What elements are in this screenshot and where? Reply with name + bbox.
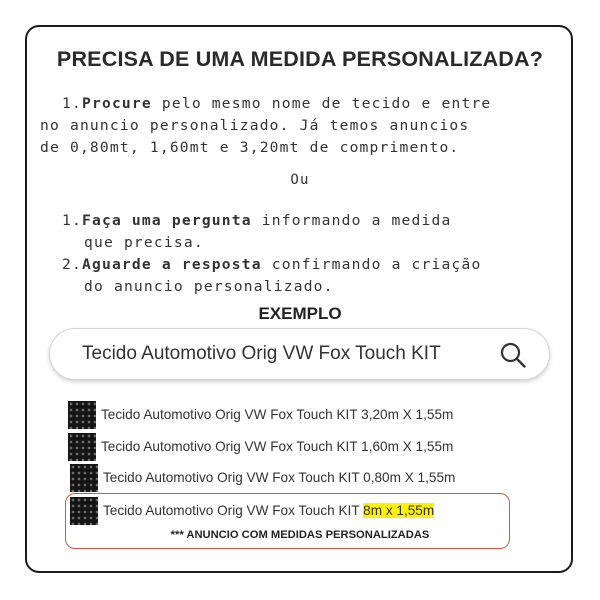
instruction-line: 1.Faça uma pergunta informando a medida (62, 212, 452, 229)
custom-size-note: *** ANUNCIO COM MEDIDAS PERSONALIZADAS (170, 529, 430, 541)
instruction-line: que precisa. (84, 234, 204, 251)
search-icon[interactable] (499, 341, 527, 369)
fabric-thumbnail (68, 401, 96, 429)
custom-size-highlight: 8m x 1,55m (363, 503, 435, 518)
instructions-block-1 (40, 93, 542, 159)
instructions-block-2 (62, 210, 542, 298)
example-heading: EXEMPLO (258, 304, 342, 323)
instruction-line: no anuncio personalizado. Já temos anuncios (40, 117, 470, 134)
search-input[interactable]: Tecido Automotivo Orig VW Fox Touch KIT (82, 343, 441, 364)
result-title: Tecido Automotivo Orig VW Fox Touch KIT 3,20m X 1,55m (101, 407, 454, 422)
page-title: PRECISA DE UMA MEDIDA PERSONALIZADA? (56, 47, 544, 71)
fabric-thumbnail (68, 433, 96, 461)
fabric-thumbnail (70, 497, 98, 525)
instruction-line: 2.Aguarde a resposta confirmando a criação (62, 256, 482, 273)
search-bar[interactable] (49, 328, 550, 380)
instruction-line: do anuncio personalizado. (84, 278, 334, 295)
result-title: Tecido Automotivo Orig VW Fox Touch KIT 8m x 1,55m (103, 503, 435, 518)
result-title: Tecido Automotivo Orig VW Fox Touch KIT 1,60m X 1,55m (101, 439, 454, 454)
instruction-line: de 0,80mt, 1,60mt e 3,20mt de comprimento. (40, 139, 460, 156)
result-title: Tecido Automotivo Orig VW Fox Touch KIT 0,80m X 1,55m (103, 470, 456, 485)
fabric-thumbnail (70, 464, 98, 492)
instruction-line: 1.Procure pelo mesmo nome de tecido e entre (62, 95, 492, 112)
or-separator: Ou (290, 172, 310, 188)
